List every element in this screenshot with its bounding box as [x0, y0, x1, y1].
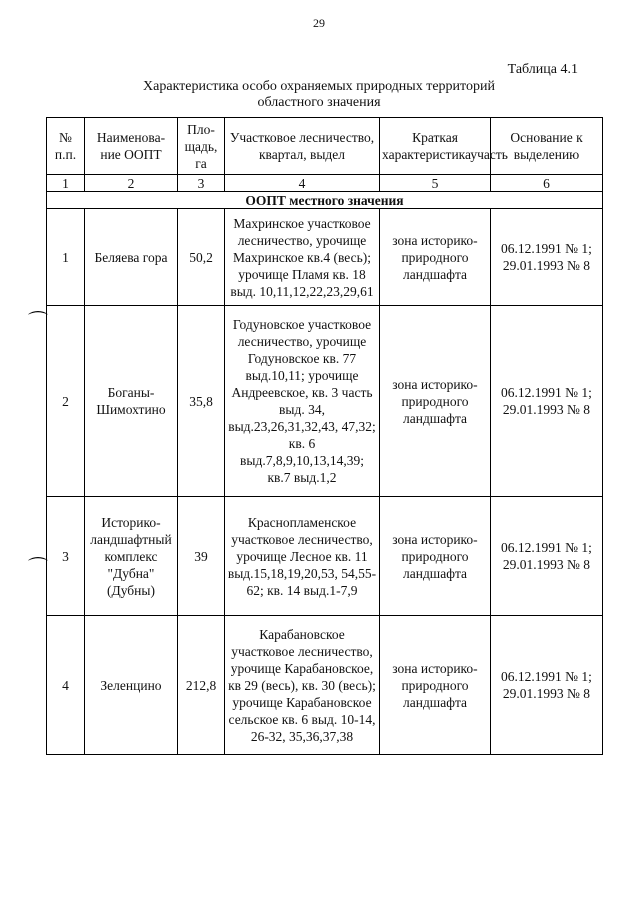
column-number: 5 [380, 175, 491, 192]
row-area: 35,8 [178, 306, 225, 497]
row-description: зона историко-природного ландшафта [380, 209, 491, 306]
row-number: 2 [47, 306, 85, 497]
row-number: 1 [47, 209, 85, 306]
column-number-row [47, 175, 603, 192]
table-row [47, 306, 603, 497]
row-location: Краснопламенское участковое лесничество, урочище Лесное кв. 11 выд.15,18,19,20,53, 54,55-62; кв. 14 выд.1-7,9 [225, 497, 380, 616]
column-number: 2 [85, 175, 178, 192]
header-name: Наименова-ние ООПТ [85, 118, 178, 175]
table-title-line-2: областного значения [257, 95, 381, 110]
table-row [47, 497, 603, 616]
table-title-line-1: Характеристика особо охраняемых природных территорий [143, 79, 495, 94]
header-basis: Основание к выделению [491, 118, 603, 175]
row-number: 3 [47, 497, 85, 616]
row-description: зона историко-природного ландшафта [380, 616, 491, 755]
page-number: 29 [313, 16, 325, 30]
column-number: 1 [47, 175, 85, 192]
row-basis: 06.12.1991 № 1; 29.01.1993 № 8 [491, 497, 603, 616]
row-area: 50,2 [178, 209, 225, 306]
binding-mark-icon: ⌒ [28, 557, 48, 579]
column-number: 6 [491, 175, 603, 192]
table-row [47, 209, 603, 306]
row-basis: 06.12.1991 № 1; 29.01.1993 № 8 [491, 209, 603, 306]
section-row [47, 192, 603, 209]
header-location: Участковое лесничество, квартал, выдел [225, 118, 380, 175]
row-location: Махринское участковое лесничество, урочище Махринское кв.4 (весь); урочище Пламя кв. 18 выд. 10,11,12,22,23,29,61 [225, 209, 380, 306]
row-basis: 06.12.1991 № 1; 29.01.1993 № 8 [491, 306, 603, 497]
row-description: зона историко-природного ландшафта [380, 497, 491, 616]
column-number: 4 [225, 175, 380, 192]
section-title: ООПТ местного значения [47, 192, 603, 209]
binding-mark-icon: ⌒ [28, 311, 48, 333]
row-location: Карабановское участковое лесничество, урочище Карабановское, кв 29 (весь), кв. 30 (весь); урочище Карабановское сельское кв. 6 выд. 10-14, 26-32, 35,36,37,38 [225, 616, 380, 755]
row-number: 4 [47, 616, 85, 755]
row-name: Зеленцино [85, 616, 178, 755]
row-name: Беляева гора [85, 209, 178, 306]
row-description: зона историко-природного ландшафта [380, 306, 491, 497]
table-title [0, 79, 638, 111]
row-area: 212,8 [178, 616, 225, 755]
row-area: 39 [178, 497, 225, 616]
header-area: Пло-щадь, га [178, 118, 225, 175]
column-number: 3 [178, 175, 225, 192]
row-name: Историко-ландшафтный комплекс "Дубна" (Дубны) [85, 497, 178, 616]
header-row [47, 118, 603, 175]
header-number: № п.п. [47, 118, 85, 175]
table-label: Таблица 4.1 [507, 62, 578, 77]
table-row [47, 616, 603, 755]
protected-areas-table [46, 117, 603, 755]
row-location: Годуновское участковое лесничество, урочище Годуновское кв. 77 выд.10,11; урочище Андреевское, кв. 3 часть выд. 34, выд.23,26,31,32,43, 47,32; кв. 6 выд.7,8,9,10,13,14,39; кв.7 выд.1,2 [225, 306, 380, 497]
row-name: Боганы-Шимохтино [85, 306, 178, 497]
header-description: Краткая характеристикаучасть [380, 118, 491, 175]
row-basis: 06.12.1991 № 1; 29.01.1993 № 8 [491, 616, 603, 755]
